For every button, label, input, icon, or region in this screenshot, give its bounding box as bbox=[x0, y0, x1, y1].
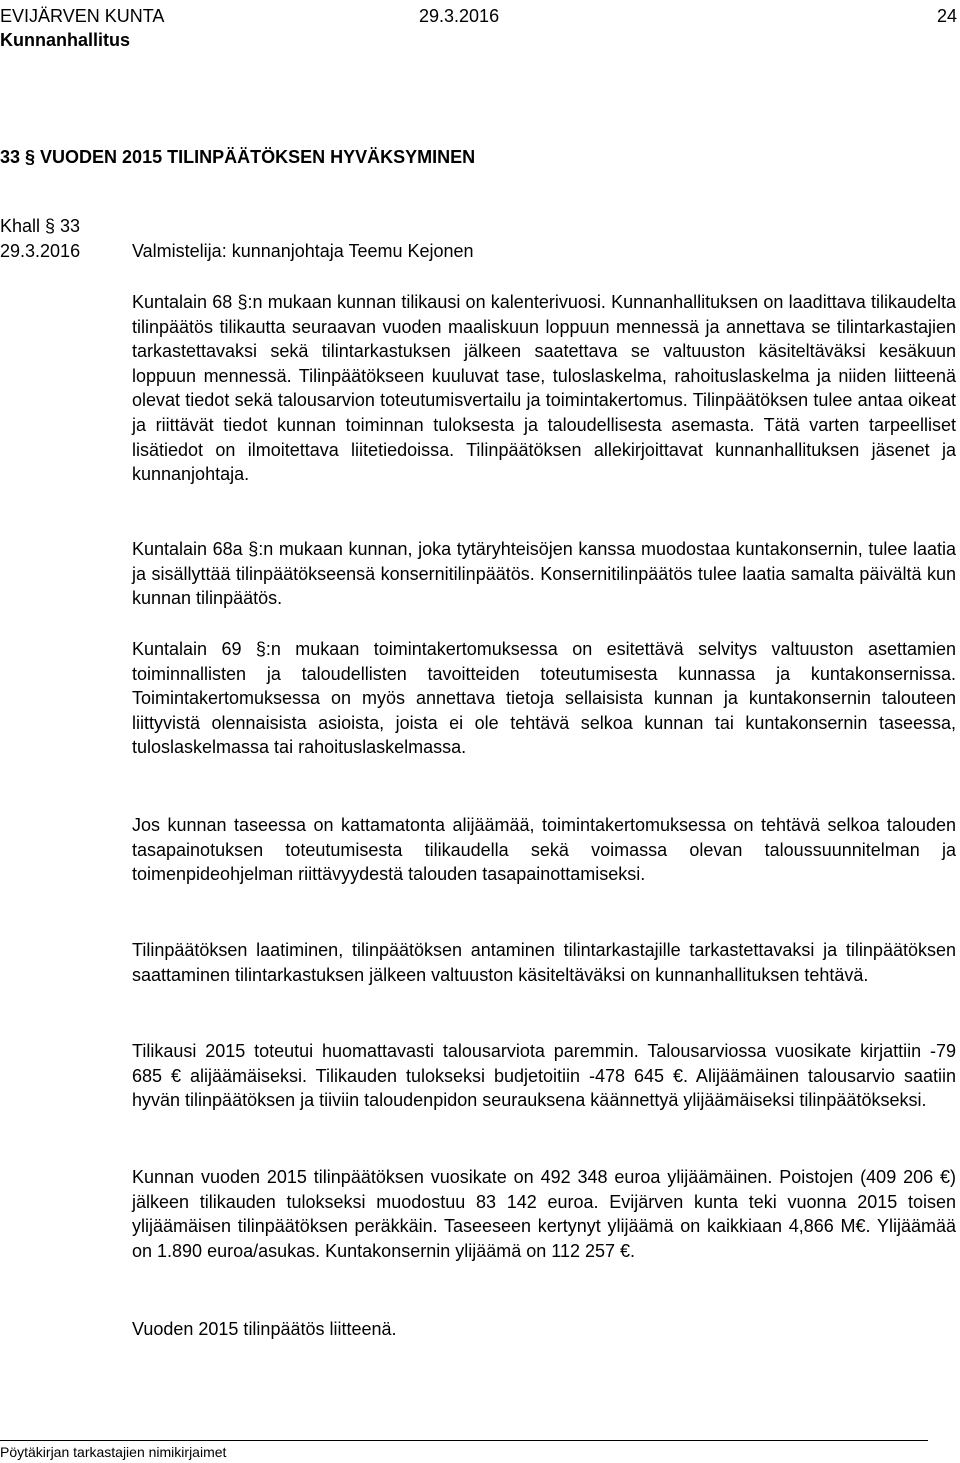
paragraph-results: Kunnan vuoden 2015 tilinpäätöksen vuosikate on 492 348 euroa ylijäämäinen. Poistojen (409 206 €) jälkeen tilikauden tulokseksi muodostuu 83 142 euroa. Evijärven kunta teki vuonna 2015 toisen ylijäämäisen tilinpäätöksen peräkkäin. Taseeseen kertynyt ylijäämä on kaikkiaan 4,866 M€. Ylijäämää on 1.890 euroa/asukas. Kuntakonsernin ylijäämä on 112 257 €. bbox=[132, 1167, 956, 1261]
item-date: 29.3.2016 bbox=[0, 241, 81, 261]
item-title: 33 § VUODEN 2015 TILINPÄÄTÖKSEN HYVÄKSYMINEN bbox=[0, 147, 476, 167]
header-date: 29.3.2016 bbox=[419, 6, 500, 26]
paragraph-budget-outcome: Tilikausi 2015 toteutui huomattavasti talousarviota paremmin. Talousarviossa vuosikate kirjattiin -79 685 € alijäämäiseksi. Tilikauden tulokseksi budjetoitiin -478 645 €. Alijäämäinen talousarvio saatiin hyvän tilinpäätöksen ja tiiviin taloudenpidon seurauksena käännettyä ylijäämäiseksi tilinpäätökseksi. bbox=[132, 1041, 956, 1111]
paragraph-activity-report: Kuntalain 69 §:n mukaan toimintakertomuksessa on esitettävä selvitys valtuuston asettamien toiminnallisten ja taloudellisten tavoitteiden toteutumisesta kunnassa ja kuntakonsernissa. Toimintakertomuksessa on myös annettava tietoja sellaisista kunnan ja kuntakonsernin talouteen liittyvistä olennaisista asioista, joista ei ole tehtävä selkoa kunnan tai kuntakonsernin taseessa, tuloslaskelmassa tai rahoituslaskelmassa. bbox=[132, 639, 956, 758]
paragraph-fiscal-year: Kuntalain 68 §:n mukaan kunnan tilikausi on kalenterivuosi. Kunnanhallituksen on laadittava tilikaudelta tilinpäätös tilikautta seuraavan vuoden maaliskuun loppuun mennessä ja annettava se tilintarkastajien tarkastettavaksi sekä tilintarkastuksen jälkeen saatettava se valtuuston käsiteltäväksi kesäkuun loppuun mennessä. Tilinpäätökseen kuuluvat tase, tuloslaskelma, rahoituslaskelma ja niiden liitteenä olevat tiedot sekä talousarvion toteutumisvertailu ja toimintakertomus. Tilinpäätöksen tulee antaa oikeat ja riittävät tiedot kunnan toiminnan tuloksesta ja taloudellisesta asemasta. Tätä varten tarpeelliset lisätiedot on ilmoitettava liitetiedoissa. Tilinpäätöksen allekirjoittavat kunnanhallituksen jäsenet ja kunnanjohtaja. bbox=[132, 292, 956, 485]
item-preparer: Valmistelija: kunnanjohtaja Teemu Kejonen bbox=[132, 241, 474, 261]
page-number: 24 bbox=[937, 6, 958, 26]
paragraph-attachment: Vuoden 2015 tilinpäätös liitteenä. bbox=[132, 1319, 397, 1339]
header-organization: EVIJÄRVEN KUNTA bbox=[0, 6, 165, 26]
header-body: Kunnanhallitus bbox=[0, 30, 130, 50]
footer-divider bbox=[0, 1440, 928, 1441]
paragraph-board-duty: Tilinpäätöksen laatiminen, tilinpäätöksen antaminen tilintarkastajille tarkastettavaksi ja tilinpäätöksen saattaminen tilintarkastuksen jälkeen valtuuston käsiteltäväksi on kunnanhallituksen tehtävä. bbox=[132, 940, 956, 985]
paragraph-deficit: Jos kunnan taseessa on kattamatonta alijäämää, toimintakertomuksessa on tehtävä selkoa talouden tasapainotuksen toteutumisesta tilikaudella sekä voimassa olevan taloussuunnitelman ja toimenpideohjelman riittävyydestä talouden tasapainottamiseksi. bbox=[132, 815, 956, 885]
item-reference: Khall § 33 bbox=[0, 216, 81, 236]
paragraph-group-financial-statements: Kuntalain 68a §:n mukaan kunnan, joka tytäryhteisöjen kanssa muodostaa kuntakonsernin, tulee laatia ja sisällyttää tilinpäätökseensä konsernitilinpäätös. Konsernitilinpäätös tulee laatia samalta päivältä kun kunnan tilinpäätös. bbox=[132, 539, 956, 609]
footer-label: Pöytäkirjan tarkastajien nimikirjaimet bbox=[0, 1444, 227, 1460]
